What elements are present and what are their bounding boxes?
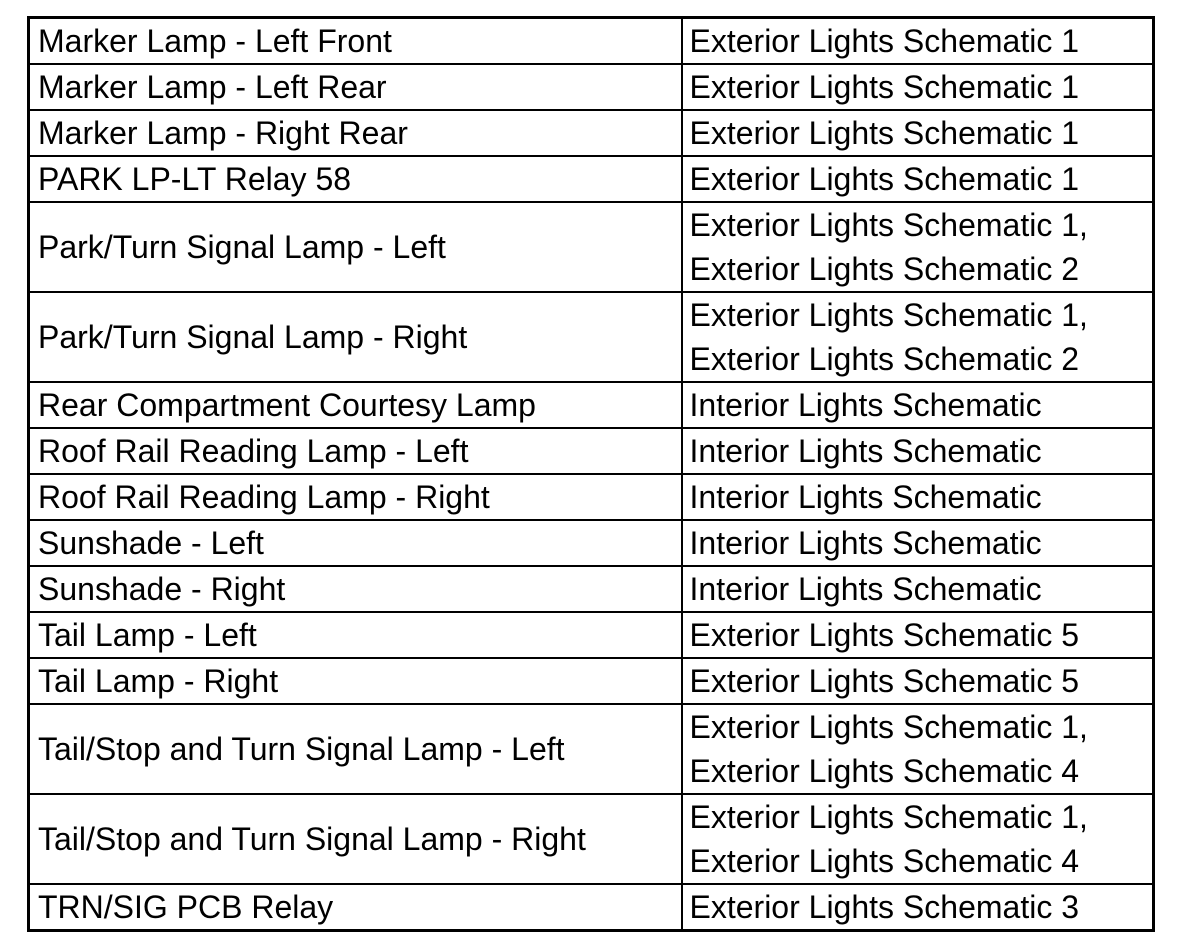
schematic-reference-cell [682, 64, 1154, 110]
schematic-reference-cell [682, 612, 1154, 658]
component-name-cell: Marker Lamp - Left Front [29, 18, 682, 65]
component-name-cell: Rear Compartment Courtesy Lamp [29, 382, 682, 428]
component-name-cell: PARK LP-LT Relay 58 [29, 156, 682, 202]
table-row [29, 64, 1154, 110]
schematic-reference-line: Exterior Lights Schematic 1, [689, 297, 1088, 333]
table-row [29, 794, 1154, 884]
component-name-cell: Roof Rail Reading Lamp - Right [29, 474, 682, 520]
schematic-reference-line: Exterior Lights Schematic 2 [689, 341, 1079, 377]
table-row [29, 612, 1154, 658]
schematic-reference-cell [682, 704, 1154, 794]
schematic-reference-cell [682, 658, 1154, 704]
table-row [29, 382, 1154, 428]
schematic-reference-cell [682, 202, 1154, 292]
table-row [29, 566, 1154, 612]
schematic-reference-line: Exterior Lights Schematic 3 [689, 889, 1079, 925]
schematic-reference-line: Exterior Lights Schematic 1, [689, 709, 1088, 745]
component-name-cell: Park/Turn Signal Lamp - Right [29, 292, 682, 382]
schematic-reference-line: Exterior Lights Schematic 1, [689, 207, 1088, 243]
table-row [29, 474, 1154, 520]
table-row [29, 110, 1154, 156]
schematic-reference-cell [682, 520, 1154, 566]
component-name-cell: Tail/Stop and Turn Signal Lamp - Right [29, 794, 682, 884]
table-row [29, 292, 1154, 382]
schematic-reference-line: Exterior Lights Schematic 5 [689, 617, 1079, 653]
component-name-cell: Sunshade - Left [29, 520, 682, 566]
component-name-cell: Park/Turn Signal Lamp - Left [29, 202, 682, 292]
schematic-reference-cell [682, 156, 1154, 202]
schematic-reference-line: Interior Lights Schematic [689, 525, 1042, 561]
component-index-table [27, 16, 1155, 932]
component-name-cell: TRN/SIG PCB Relay [29, 884, 682, 931]
table-row [29, 428, 1154, 474]
table-row [29, 658, 1154, 704]
component-name-cell: Tail Lamp - Right [29, 658, 682, 704]
table-row [29, 18, 1154, 65]
schematic-reference-line: Exterior Lights Schematic 1 [689, 161, 1079, 197]
component-name-cell: Marker Lamp - Right Rear [29, 110, 682, 156]
schematic-reference-line: Exterior Lights Schematic 1 [689, 69, 1079, 105]
component-name-cell: Marker Lamp - Left Rear [29, 64, 682, 110]
schematic-reference-line: Exterior Lights Schematic 1 [689, 23, 1079, 59]
schematic-reference-line: Interior Lights Schematic [689, 387, 1042, 423]
component-name-cell: Tail Lamp - Left [29, 612, 682, 658]
schematic-reference-line: Exterior Lights Schematic 4 [689, 843, 1079, 879]
schematic-reference-cell [682, 884, 1154, 931]
schematic-reference-cell [682, 794, 1154, 884]
table-row [29, 520, 1154, 566]
schematic-reference-line: Exterior Lights Schematic 5 [689, 663, 1079, 699]
schematic-reference-line: Exterior Lights Schematic 1 [689, 115, 1079, 151]
schematic-reference-cell [682, 18, 1154, 65]
table-row [29, 884, 1154, 931]
schematic-reference-cell [682, 292, 1154, 382]
table-row [29, 704, 1154, 794]
schematic-reference-line: Exterior Lights Schematic 2 [689, 251, 1079, 287]
table-body [29, 18, 1154, 931]
schematic-reference-cell [682, 382, 1154, 428]
schematic-reference-cell [682, 474, 1154, 520]
schematic-reference-cell [682, 566, 1154, 612]
component-name-cell: Roof Rail Reading Lamp - Left [29, 428, 682, 474]
component-name-cell: Tail/Stop and Turn Signal Lamp - Left [29, 704, 682, 794]
schematic-reference-line: Interior Lights Schematic [689, 571, 1042, 607]
table-row [29, 156, 1154, 202]
schematic-reference-cell [682, 428, 1154, 474]
schematic-reference-line: Interior Lights Schematic [689, 433, 1042, 469]
schematic-reference-line: Interior Lights Schematic [689, 479, 1042, 515]
schematic-reference-line: Exterior Lights Schematic 1, [689, 799, 1088, 835]
table-row [29, 202, 1154, 292]
schematic-reference-line: Exterior Lights Schematic 4 [689, 753, 1079, 789]
component-name-cell: Sunshade - Right [29, 566, 682, 612]
schematic-reference-cell [682, 110, 1154, 156]
